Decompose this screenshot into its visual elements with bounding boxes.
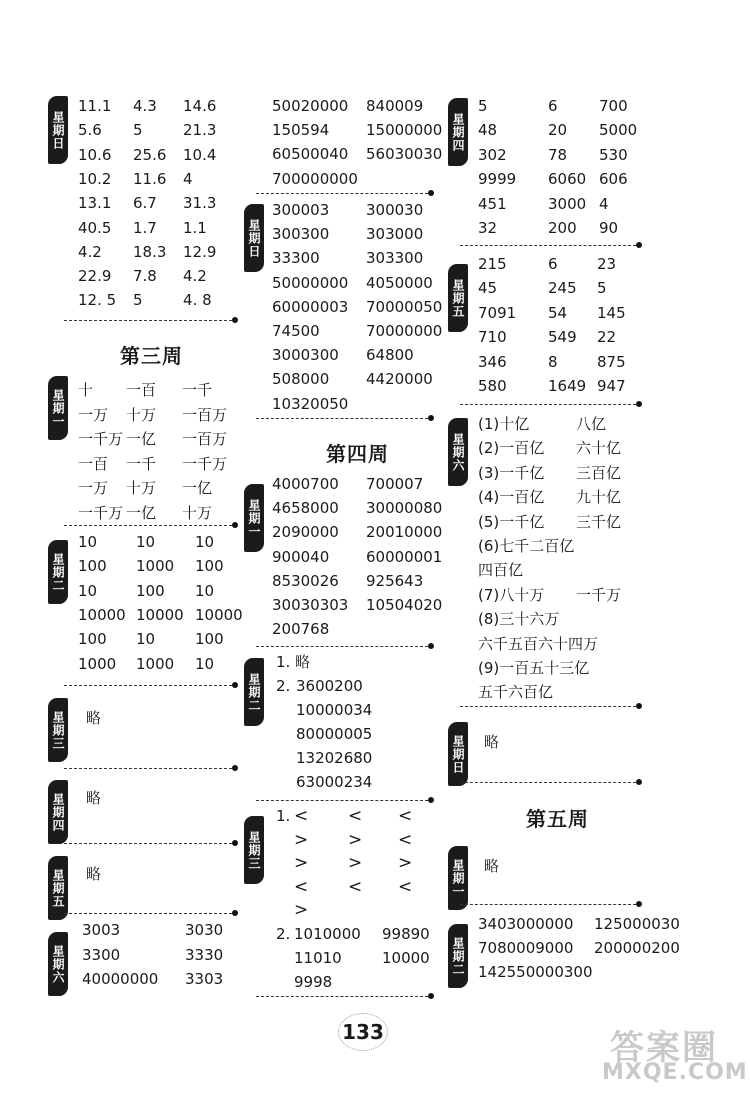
answer-cell: 1010000 (294, 925, 361, 943)
answer-cell: 10 (195, 581, 215, 600)
week5-heading: 第五周 (526, 807, 589, 831)
answer-text: 略 (86, 789, 102, 807)
dashed-divider (64, 525, 232, 526)
answer-cell: 一千万 (182, 454, 228, 473)
answer-cell: 11.1 (78, 97, 112, 115)
answer-text: 略 (484, 733, 500, 751)
answer-cell: 10.4 (183, 145, 217, 164)
answer-cell: 10000 (78, 605, 126, 624)
tab-tuesday: 星期二 (448, 924, 468, 988)
answer-cell: 5 (133, 121, 143, 140)
answer-cell: 22 (597, 328, 617, 347)
answer-text: 80000005 (296, 725, 373, 743)
answer-cell: 7091 (478, 303, 517, 322)
tab-sunday: 星期日 (244, 204, 264, 272)
dashed-divider (64, 913, 232, 914)
answer-cell: 925643 (366, 571, 424, 590)
answer-cell: 一万 (78, 479, 109, 497)
answer-cell: 20 (548, 121, 568, 140)
answer-cell: 78 (548, 145, 568, 164)
comparison-sign: < (294, 876, 309, 897)
answer-text: 3600200 (296, 677, 363, 695)
answer-cell: 十万 (126, 479, 157, 497)
answer-text: 63000234 (296, 773, 373, 791)
dashed-divider (64, 843, 232, 844)
answer-cell: 45 (478, 279, 498, 298)
tab-sunday: 星期日 (448, 722, 468, 786)
answer-cell: 840009 (366, 97, 424, 115)
answer-cell: 六十亿 (576, 439, 622, 458)
comparison-sign: > (294, 900, 309, 920)
answer-cell: 10 (195, 654, 215, 673)
answer-cell: 4050000 (366, 273, 433, 292)
answer-cell: 一百万 (182, 405, 228, 424)
answer-cell: 215 (478, 255, 507, 273)
answer-cell: 1000 (136, 557, 175, 576)
week4-heading: 第四周 (326, 442, 389, 466)
answer-cell: 700 (599, 97, 628, 115)
answer-cell: 2090000 (272, 523, 339, 542)
answer-cell: 74500 (272, 322, 320, 340)
answer-cell: 一亿 (126, 430, 157, 448)
answer-cell: 100 (78, 630, 107, 649)
comparison-sign: < (398, 806, 413, 826)
answer-cell: 700000000 (272, 169, 358, 188)
item-label: 1. (276, 807, 291, 825)
answer-text: 13202680 (296, 749, 373, 767)
tab-tuesday: 星期二 (48, 540, 68, 604)
answer-cell: 10504020 (366, 596, 443, 614)
answer-text: 10000034 (296, 701, 373, 719)
answer-cell: 11010 (294, 949, 342, 967)
dashed-divider (256, 193, 428, 194)
answer-cell: 1.1 (183, 218, 207, 237)
answer-cell: 508000 (272, 370, 330, 389)
answer-cell: 142550000300 (478, 963, 593, 981)
answer-cell: 200 (548, 219, 577, 237)
answer-cell: 11.6 (133, 169, 167, 188)
answer-cell: 710 (478, 328, 507, 347)
dashed-divider (256, 800, 428, 801)
answer-cell: 3300 (82, 945, 121, 964)
answer-cell: 8 (548, 352, 558, 371)
answer-cell: 4.2 (183, 267, 207, 286)
dashed-divider (64, 768, 232, 769)
answer-cell: 346 (478, 352, 507, 371)
page-number: 133 (338, 1013, 388, 1051)
answer-cell: 1.7 (133, 218, 157, 237)
answer-cell: 九十亿 (576, 488, 622, 507)
answer-text: 2. (276, 677, 291, 695)
answer-cell: 6 (548, 255, 558, 273)
answer-cell: 一亿 (182, 479, 213, 497)
answer-cell: 3000 (548, 194, 587, 213)
answer-cell: 145 (597, 303, 626, 322)
comparison-sign: < (294, 806, 309, 826)
answer-cell: 125000030 (594, 915, 680, 933)
answer-cell: 60000001 (366, 547, 443, 566)
answer-cell: 一亿 (126, 503, 157, 522)
answer-cell: 一千 (182, 381, 213, 399)
answer-cell: 7.8 (133, 267, 157, 286)
answer-cell: 54 (548, 303, 568, 322)
answer-cell: 10000 (136, 605, 184, 624)
answer-text: 略 (484, 857, 500, 875)
answer-cell: (9)一百五十三亿 (478, 659, 590, 677)
answer-cell: 3403000000 (478, 915, 574, 933)
answer-cell: 10 (78, 581, 98, 600)
answer-cell: 300030 (366, 201, 424, 219)
answer-cell: (3)一千亿 (478, 463, 545, 482)
dashed-divider (460, 782, 636, 783)
comparison-sign: < (398, 876, 413, 897)
answer-cell: 99890 (382, 925, 430, 943)
dashed-divider (64, 320, 232, 321)
answer-cell: 一百万 (182, 430, 228, 448)
answer-cell: 9999 (478, 170, 517, 189)
answer-cell: 4 (599, 194, 609, 213)
answer-cell: 一百 (126, 381, 157, 399)
answer-cell: 21.3 (183, 121, 217, 140)
answer-cell: 64800 (366, 346, 414, 365)
answer-cell: 549 (548, 328, 577, 347)
answer-cell: 5 (133, 291, 143, 310)
answer-cell: 1000 (78, 654, 117, 673)
answer-cell: 六千五百六十四万 (478, 634, 599, 653)
answer-cell: 200768 (272, 620, 330, 639)
dashed-divider (64, 685, 232, 686)
watermark-logo (594, 1016, 748, 1086)
answer-cell: 八亿 (576, 415, 607, 433)
comparison-sign: > (294, 829, 309, 850)
comparison-sign: < (348, 806, 363, 826)
answer-cell: 一百 (78, 454, 109, 473)
answer-cell: 300003 (272, 201, 330, 219)
answer-cell: 70000050 (366, 297, 443, 316)
answer-cell: 20010000 (366, 523, 443, 542)
answer-cell: 12.9 (183, 242, 217, 261)
answer-cell: 40000000 (82, 970, 159, 988)
answer-cell: 30030303 (272, 596, 349, 614)
comparison-sign: > (348, 829, 363, 850)
answer-cell: 530 (599, 145, 628, 164)
answer-cell: 90 (599, 219, 619, 237)
answer-cell: 56030030 (366, 145, 443, 164)
answer-cell: 四百亿 (478, 561, 524, 580)
answer-cell: 947 (597, 377, 626, 395)
answer-cell: 100 (136, 581, 165, 600)
dashed-divider (256, 646, 428, 647)
comparison-sign: < (348, 876, 363, 897)
answer-cell: 10.6 (78, 145, 112, 164)
answer-cell: 48 (478, 121, 498, 140)
tab-saturday: 星期六 (48, 932, 68, 996)
answer-text: 略 (86, 709, 102, 727)
answer-cell: 22.9 (78, 267, 112, 286)
answer-cell: 一千万 (78, 503, 124, 522)
answer-cell: 3330 (185, 945, 224, 964)
answer-text: 1. 略 (276, 653, 311, 671)
answer-cell: 50020000 (272, 97, 349, 115)
answer-cell: 3000300 (272, 346, 339, 365)
answer-cell: (1)十亿 (478, 415, 530, 433)
answer-cell: (2)一百亿 (478, 439, 545, 458)
answer-cell: 4420000 (366, 370, 433, 389)
comparison-sign: > (398, 853, 413, 873)
answer-cell: 606 (599, 170, 628, 189)
tab-friday: 星期五 (448, 264, 468, 332)
tab-wednesday: 星期三 (48, 698, 68, 762)
comparison-sign: > (348, 853, 363, 873)
answer-cell: 4.2 (78, 242, 102, 261)
answer-cell: 31.3 (183, 194, 217, 213)
answer-cell: 32 (478, 219, 498, 237)
week3-heading: 第三周 (120, 344, 183, 368)
answer-cell: 580 (478, 377, 507, 395)
watermark-url: MXQE.COM (602, 1060, 748, 1085)
answer-cell: 18.3 (133, 242, 167, 261)
answer-cell: 5.6 (78, 121, 102, 140)
answer-cell: 14.6 (183, 97, 217, 115)
answer-cell: 一千万 (78, 430, 124, 448)
answer-text: 略 (86, 865, 102, 883)
answer-cell: 10000 (195, 605, 243, 624)
answer-cell: 三百亿 (576, 463, 622, 482)
answer-cell: 25.6 (133, 145, 167, 164)
answer-cell: 12. 5 (78, 291, 117, 310)
answer-cell: 15000000 (366, 121, 443, 140)
answer-cell: 7080009000 (478, 939, 574, 957)
answer-cell: 40.5 (78, 218, 112, 237)
tab-wednesday: 星期三 (244, 816, 264, 884)
answer-cell: 4. 8 (183, 291, 212, 310)
answer-cell: 451 (478, 194, 507, 213)
answer-cell: 303000 (366, 225, 424, 244)
tab-tuesday: 星期二 (244, 658, 264, 726)
answer-cell: 245 (548, 279, 577, 298)
dashed-divider (460, 245, 636, 246)
answer-cell: 150594 (272, 121, 330, 140)
answer-cell: 五千六百亿 (478, 683, 554, 702)
answer-cell: 6 (548, 97, 558, 115)
answer-cell: 5000 (599, 121, 638, 140)
dashed-divider (256, 418, 428, 419)
answer-cell: (5)一千亿 (478, 512, 545, 531)
answer-cell: 10 (78, 533, 98, 551)
answer-cell: 30000080 (366, 499, 443, 518)
answer-cell: 10000 (382, 949, 430, 967)
tab-sunday: 星期日 (48, 96, 68, 164)
answer-cell: 1649 (548, 377, 587, 395)
answer-cell: 4.3 (133, 97, 157, 115)
answer-cell: 一千 (126, 454, 157, 473)
answer-cell: 33300 (272, 249, 320, 268)
answer-cell: 三千亿 (576, 512, 622, 531)
answer-cell: 1000 (136, 654, 175, 673)
answer-cell: 6.7 (133, 194, 157, 213)
answer-cell: 60000003 (272, 297, 349, 316)
tab-monday: 星期一 (244, 484, 264, 552)
answer-cell: 4000700 (272, 475, 339, 493)
dashed-divider (460, 706, 636, 707)
answer-cell: 100 (195, 630, 224, 649)
answer-cell: 3303 (185, 970, 224, 988)
answer-cell: (4)一百亿 (478, 488, 545, 507)
answer-cell: 10 (136, 533, 156, 551)
answer-cell: 875 (597, 352, 626, 371)
dashed-divider (460, 404, 636, 405)
answer-cell: 900040 (272, 547, 330, 566)
answer-cell: 23 (597, 255, 617, 273)
answer-cell: 200000200 (594, 939, 680, 957)
answer-cell: (7)八十万 (478, 585, 545, 604)
answer-cell: 100 (195, 557, 224, 576)
answer-cell: 一千万 (576, 585, 622, 604)
answer-cell: 3003 (82, 921, 121, 939)
tab-friday: 星期五 (48, 856, 68, 920)
tab-monday: 星期一 (448, 846, 468, 910)
answer-cell: 10 (136, 630, 156, 649)
dashed-divider (460, 904, 636, 905)
dashed-divider (256, 996, 428, 997)
answer-cell: 700007 (366, 475, 424, 493)
answer-cell: 70000000 (366, 322, 443, 340)
answer-cell: 6060 (548, 170, 587, 189)
answer-cell: 5 (478, 97, 488, 115)
answer-cell: 十 (78, 381, 94, 399)
watermark-text: 答案圈 (610, 1028, 718, 1068)
comparison-sign: < (398, 829, 413, 850)
tab-saturday: 星期六 (448, 418, 468, 486)
tab-thursday: 星期四 (448, 98, 468, 166)
answer-cell: 10320050 (272, 394, 349, 413)
answer-cell: 13.1 (78, 194, 112, 213)
answer-cell: 300300 (272, 225, 330, 244)
answer-cell: 4658000 (272, 499, 339, 518)
answer-cell: 100 (78, 557, 107, 576)
answer-cell: 5 (597, 279, 607, 298)
answer-cell: 60500040 (272, 145, 349, 164)
answer-cell: 4 (183, 169, 193, 188)
answer-cell: 一万 (78, 405, 109, 424)
answer-cell: 十万 (126, 405, 157, 424)
answer-cell: 50000000 (272, 273, 349, 292)
answer-cell: 9998 (294, 973, 333, 991)
tab-monday: 星期一 (48, 376, 68, 440)
answer-cell: 303300 (366, 249, 424, 268)
answer-cell: 10.2 (78, 169, 112, 188)
item-label: 2. (276, 925, 291, 943)
answer-cell: 十万 (182, 503, 213, 522)
answer-cell: 8530026 (272, 571, 339, 590)
comparison-sign: > (294, 853, 309, 873)
answer-cell: 10 (195, 533, 215, 551)
tab-thursday: 星期四 (48, 780, 68, 844)
answer-cell: (8)三十六万 (478, 610, 560, 629)
answer-cell: 3030 (185, 921, 224, 939)
answer-cell: 302 (478, 145, 507, 164)
answer-cell: (6)七千二百亿 (478, 537, 575, 555)
